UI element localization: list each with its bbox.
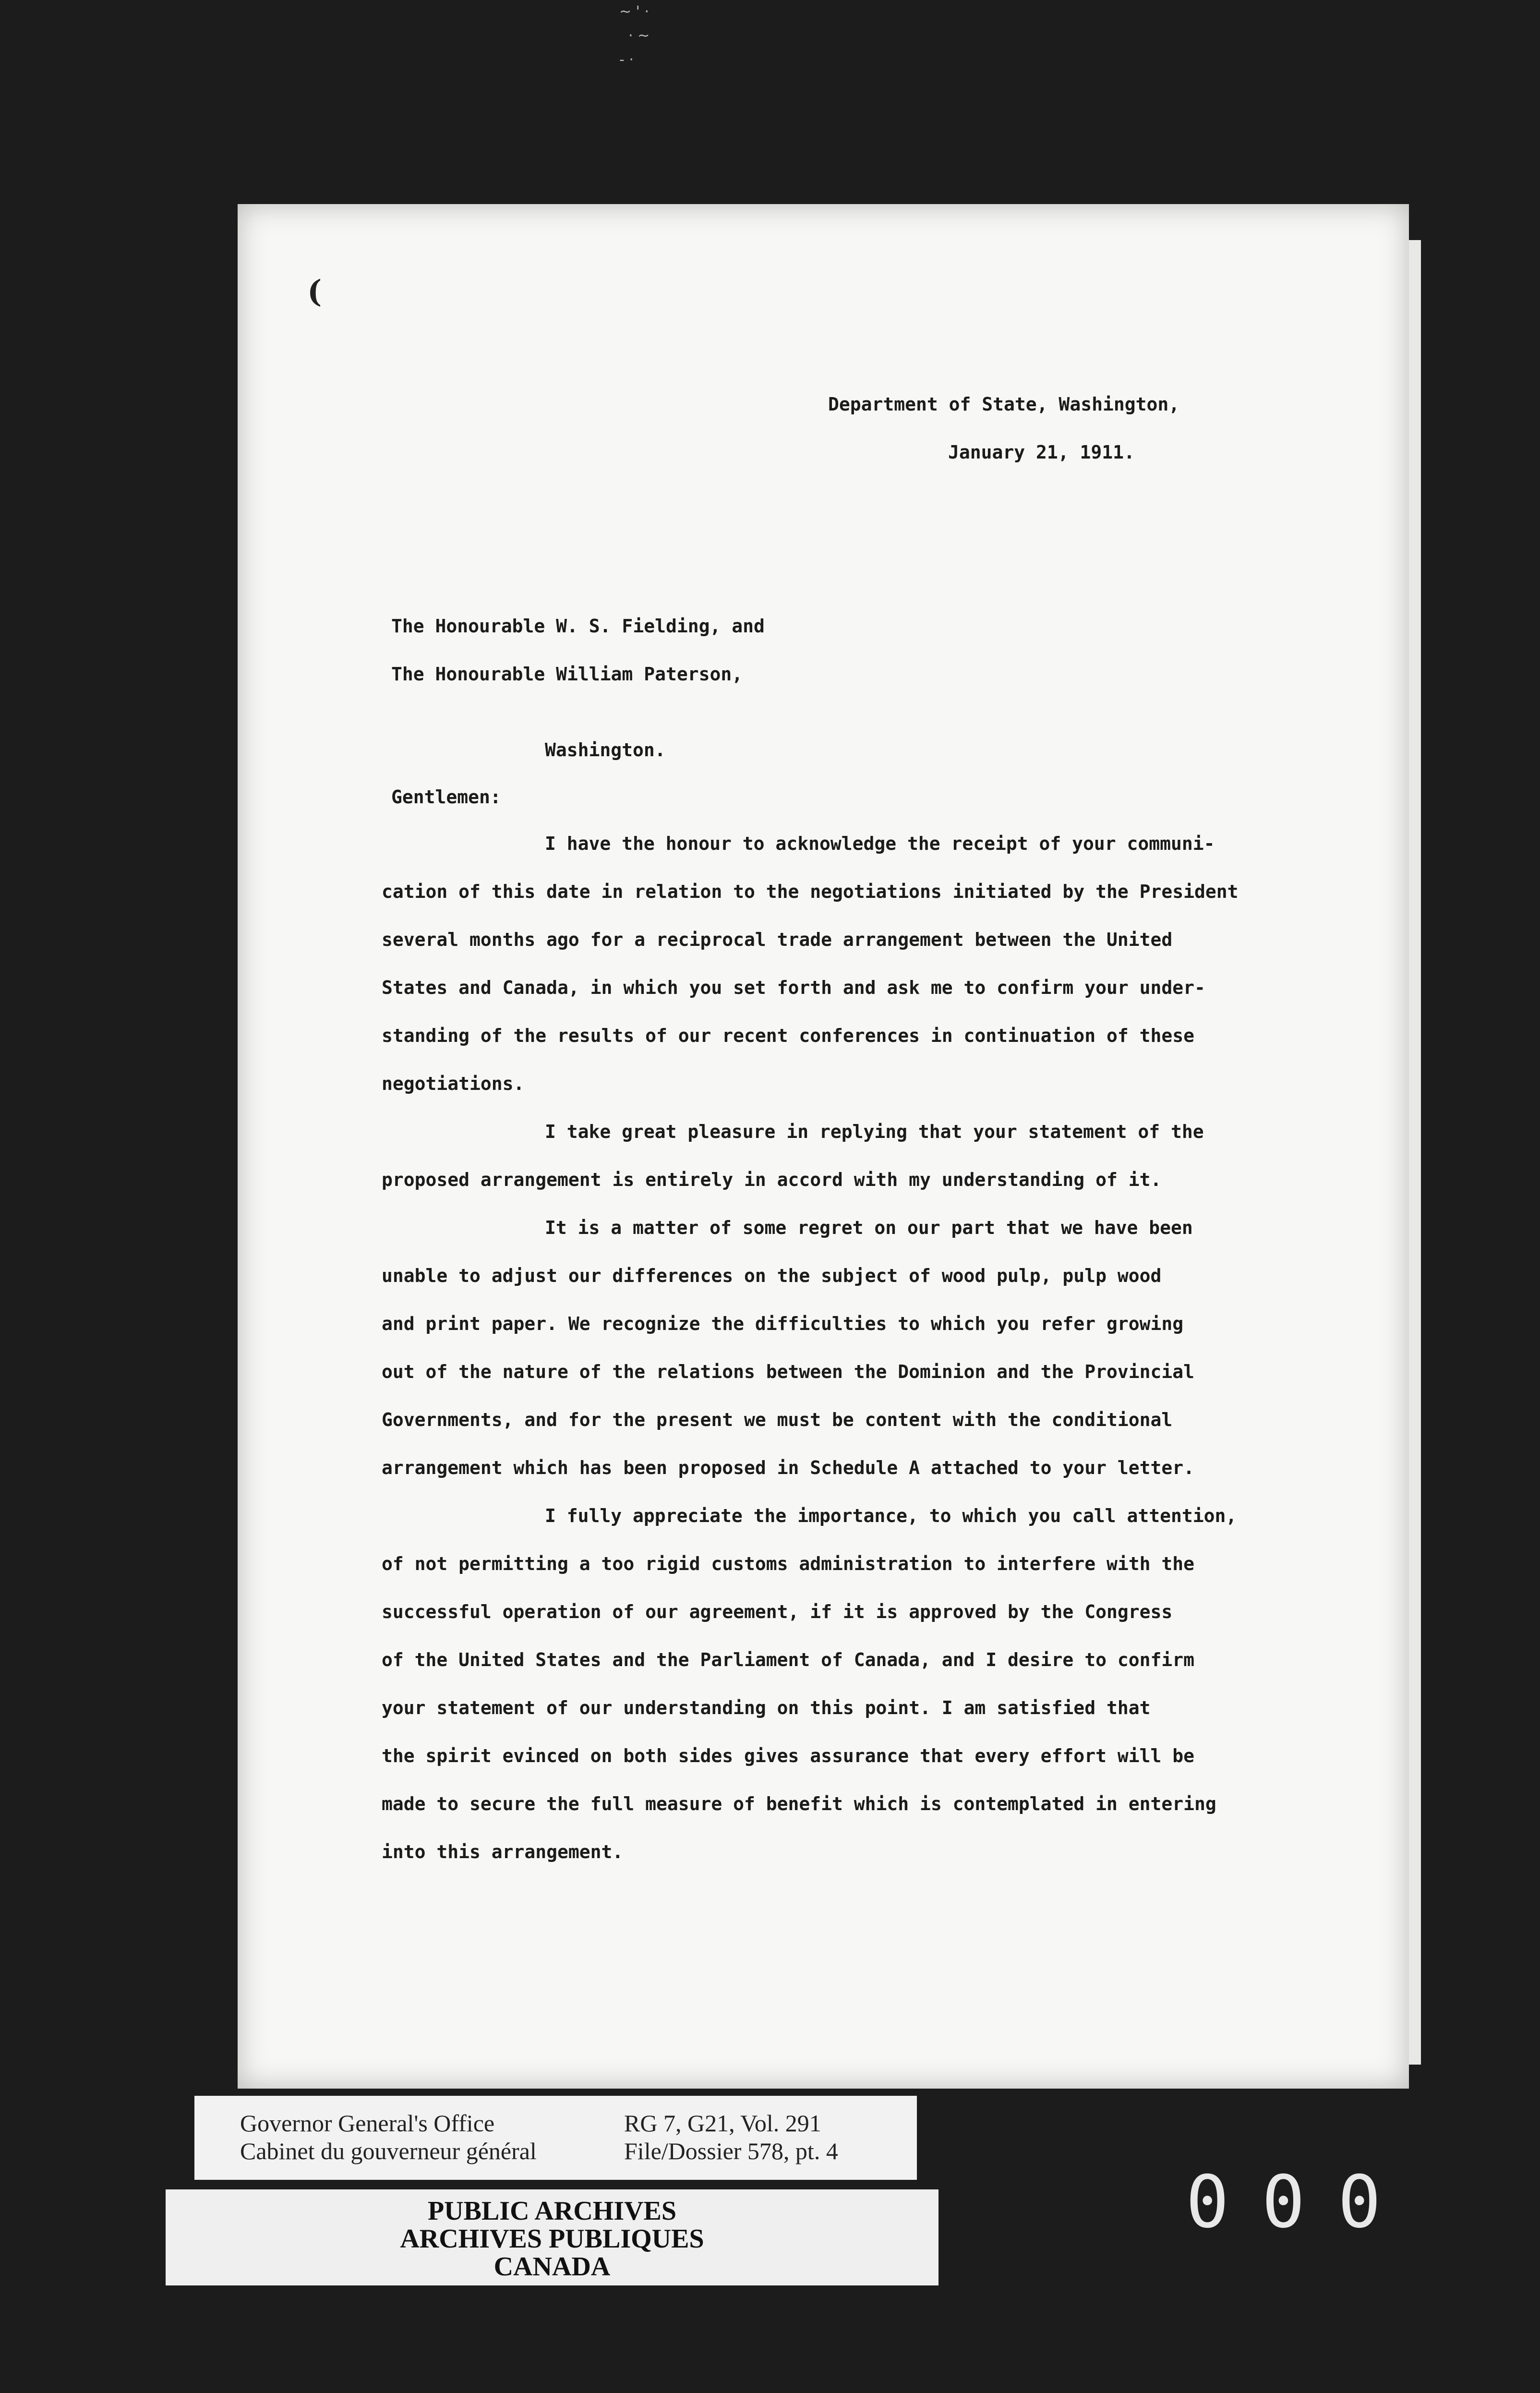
paragraph-1-line: cation of this date in relation to the negotiations initiated by the President: [382, 881, 1239, 902]
paragraph-1-line: several months ago for a reciprocal trade arrangement between the United: [382, 929, 1173, 950]
addressee-city: Washington.: [545, 739, 666, 761]
page-corner-mark: (: [307, 274, 322, 310]
salutation: Gentlemen:: [391, 786, 501, 808]
paragraph-2-line: I take great pleasure in replying that your statement of the: [545, 1121, 1204, 1142]
paragraph-3-line: unable to adjust our differences on the subject of wood pulp, pulp wood: [382, 1265, 1162, 1286]
paragraph-4-line: into this arrangement.: [382, 1841, 624, 1862]
file-reference: File/Dossier 578, pt. 4: [624, 2138, 838, 2164]
paragraph-4-line: the spirit evinced on both sides gives assurance that every effort will be: [382, 1745, 1194, 1766]
paragraph-3-line: arrangement which has been proposed in Schedule A attached to your letter.: [382, 1457, 1194, 1478]
paragraph-1-line: I have the honour to acknowledge the receipt of your communi-: [545, 833, 1215, 854]
paragraph-3-line: Governments, and for the present we must be content with the conditional: [382, 1409, 1173, 1430]
paragraph-1-line: standing of the results of our recent conferences in continuation of these: [382, 1025, 1194, 1046]
paragraph-1-line: negotiations.: [382, 1073, 525, 1094]
archives-line-2: ARCHIVES PUBLIQUES: [400, 2224, 704, 2254]
letter-date: January 21, 1911.: [948, 442, 1135, 463]
archive-reference-card: [194, 2096, 917, 2180]
frame-number: 000: [1186, 2161, 1414, 2244]
office-name-fr: Cabinet du gouverneur général: [240, 2138, 537, 2164]
paragraph-4-line: of not permitting a too rigid customs administration to interfere with the: [382, 1553, 1194, 1574]
paragraph-4-line: successful operation of our agreement, if it is approved by the Congress: [382, 1601, 1173, 1622]
paragraph-2-line: proposed arrangement is entirely in accord with my understanding of it.: [382, 1169, 1162, 1190]
public-archives-stamp: [166, 2189, 938, 2285]
archives-line-1: PUBLIC ARCHIVES: [427, 2196, 677, 2226]
office-name-en: Governor General's Office: [240, 2110, 495, 2137]
paragraph-3-line: out of the nature of the relations between the Dominion and the Provincial: [382, 1361, 1194, 1382]
record-group-reference: RG 7, G21, Vol. 291: [624, 2110, 821, 2137]
scan-artifacts: ~ ' · · ~ - ·: [619, 3, 650, 68]
letter-header-place: Department of State, Washington,: [828, 394, 1180, 415]
paragraph-4-line: made to secure the full measure of benefit which is contemplated in entering: [382, 1793, 1216, 1814]
archives-line-3: CANADA: [493, 2252, 611, 2282]
addressee-line-1: The Honourable W. S. Fielding, and: [391, 616, 765, 637]
paragraph-4-line: your statement of our understanding on this point. I am satisfied that: [382, 1697, 1151, 1718]
paragraph-4-line: I fully appreciate the importance, to which you call attention,: [545, 1505, 1237, 1526]
paragraph-1-line: States and Canada, in which you set forth and ask me to confirm your under-: [382, 977, 1205, 998]
paragraph-3-line: It is a matter of some regret on our part that we have been: [545, 1217, 1193, 1238]
paragraph-3-line: and print paper. We recognize the difficulties to which you refer growing: [382, 1313, 1184, 1334]
paragraph-4-line: of the United States and the Parliament of Canada, and I desire to confirm: [382, 1649, 1194, 1670]
addressee-line-2: The Honourable William Paterson,: [391, 664, 743, 685]
